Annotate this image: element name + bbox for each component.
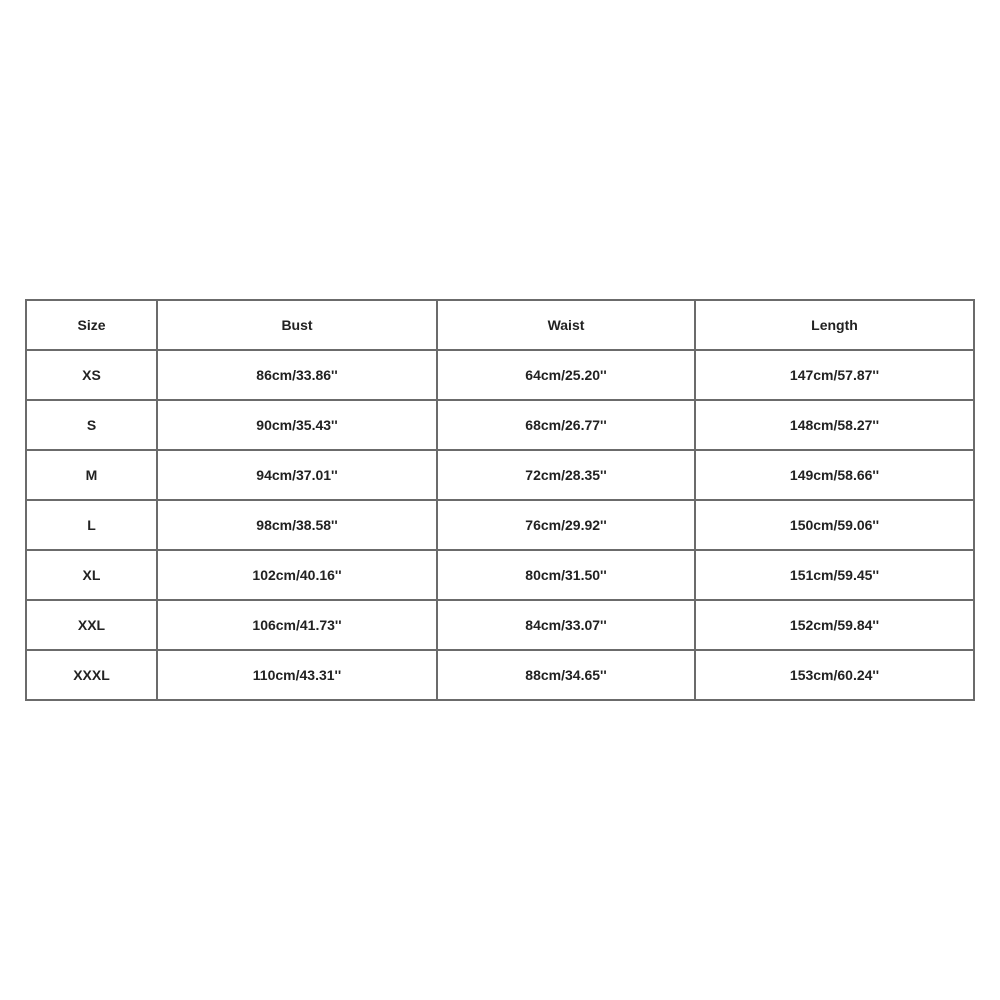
cell-waist: 76cm/29.92'' (437, 500, 695, 550)
cell-size: XS (26, 350, 157, 400)
cell-length: 147cm/57.87'' (695, 350, 974, 400)
cell-waist: 84cm/33.07'' (437, 600, 695, 650)
cell-bust: 102cm/40.16'' (157, 550, 437, 600)
cell-size: M (26, 450, 157, 500)
cell-bust: 98cm/38.58'' (157, 500, 437, 550)
table-row (26, 600, 974, 650)
cell-bust: 94cm/37.01'' (157, 450, 437, 500)
cell-size: XXXL (26, 650, 157, 700)
cell-length: 152cm/59.84'' (695, 600, 974, 650)
cell-length: 148cm/58.27'' (695, 400, 974, 450)
table-row (26, 550, 974, 600)
cell-size: S (26, 400, 157, 450)
cell-size: XL (26, 550, 157, 600)
cell-length: 150cm/59.06'' (695, 500, 974, 550)
header-waist: Waist (437, 300, 695, 350)
cell-waist: 72cm/28.35'' (437, 450, 695, 500)
cell-waist: 80cm/31.50'' (437, 550, 695, 600)
cell-bust: 90cm/35.43'' (157, 400, 437, 450)
table-row (26, 400, 974, 450)
table-row (26, 500, 974, 550)
cell-waist: 64cm/25.20'' (437, 350, 695, 400)
table-row (26, 450, 974, 500)
header-length: Length (695, 300, 974, 350)
cell-bust: 86cm/33.86'' (157, 350, 437, 400)
cell-length: 151cm/59.45'' (695, 550, 974, 600)
cell-size: XXL (26, 600, 157, 650)
header-size: Size (26, 300, 157, 350)
header-bust: Bust (157, 300, 437, 350)
table-header-row (26, 300, 974, 350)
cell-bust: 110cm/43.31'' (157, 650, 437, 700)
table-row (26, 650, 974, 700)
cell-length: 153cm/60.24'' (695, 650, 974, 700)
table-row (26, 350, 974, 400)
size-chart-table (25, 299, 975, 701)
cell-length: 149cm/58.66'' (695, 450, 974, 500)
cell-bust: 106cm/41.73'' (157, 600, 437, 650)
cell-waist: 88cm/34.65'' (437, 650, 695, 700)
cell-waist: 68cm/26.77'' (437, 400, 695, 450)
cell-size: L (26, 500, 157, 550)
